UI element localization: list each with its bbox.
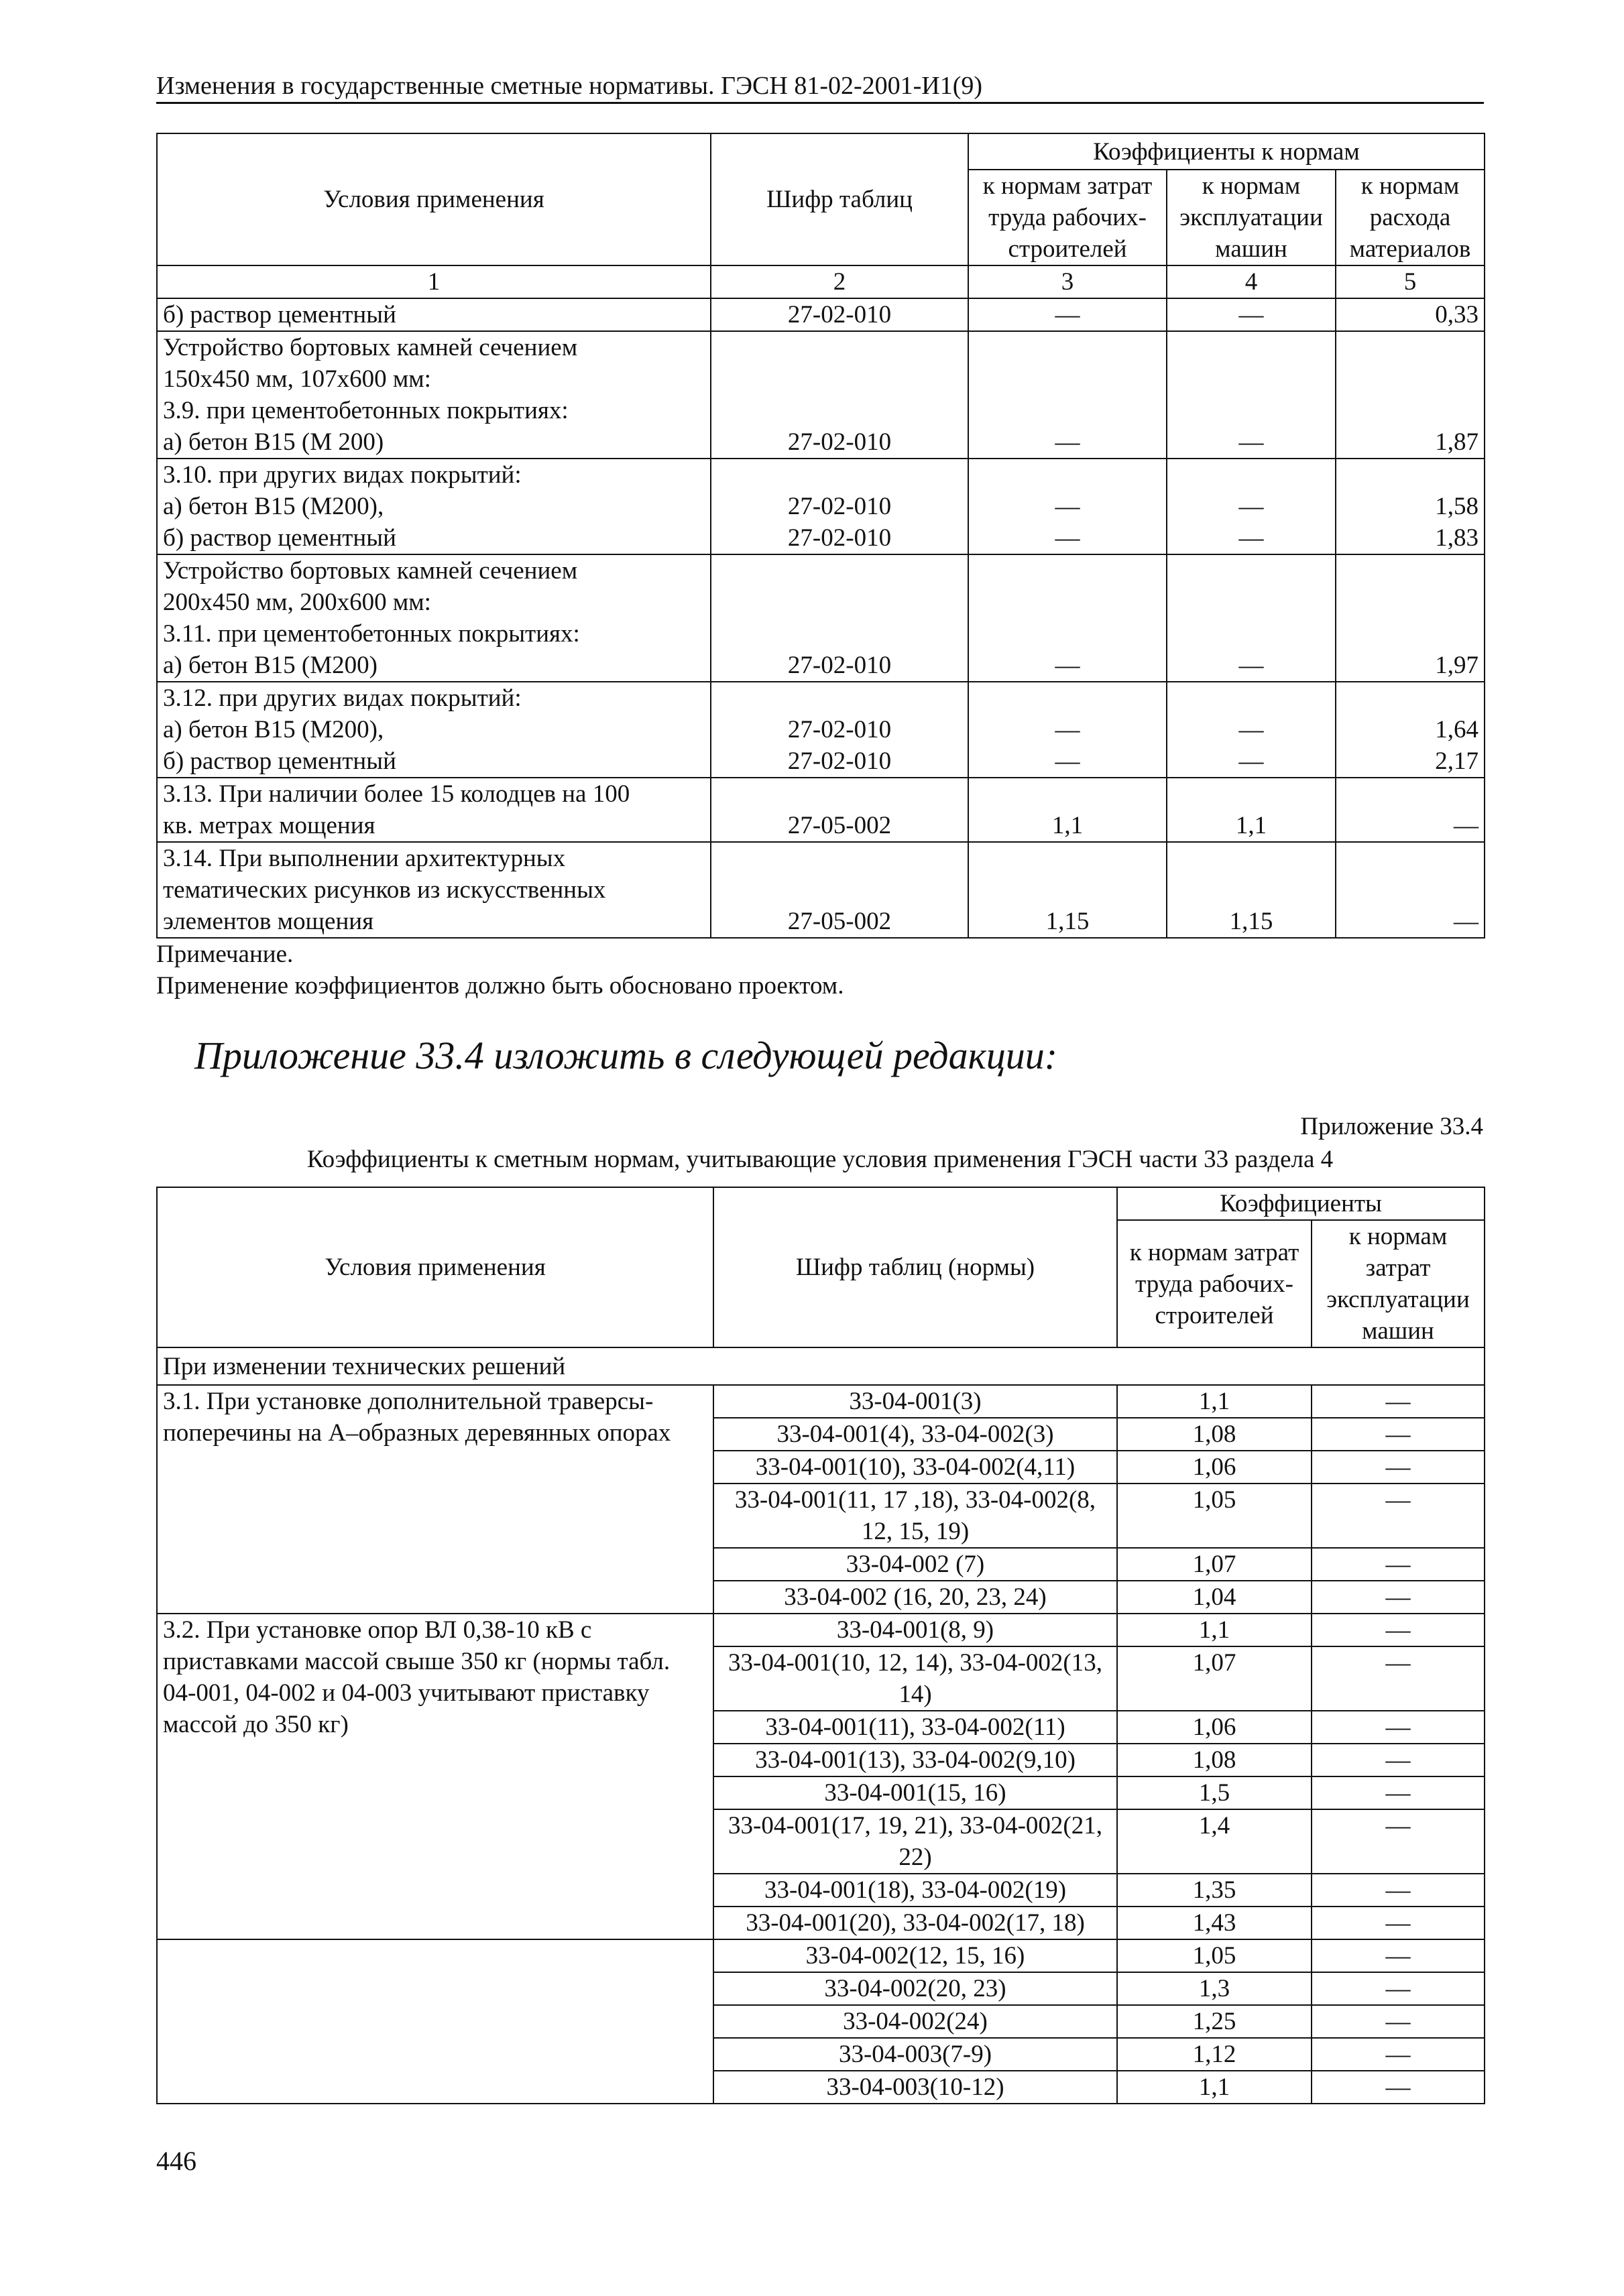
table-row (157, 1385, 1485, 1418)
labor-value: 1,5 (1117, 1776, 1312, 1809)
machines-cell (1167, 778, 1336, 842)
header-code: Шифр таблиц (711, 133, 968, 265)
code-cell: 33-04-002(12, 15, 16) (713, 1939, 1117, 1972)
machines-value: — (1312, 1776, 1485, 1809)
code-cell (711, 298, 968, 331)
code-cell: 33-04-001(8, 9) (713, 1614, 1117, 1646)
column-number: 4 (1167, 265, 1336, 298)
table-row (157, 1939, 1485, 1972)
code-value: 27-05-002 (787, 812, 892, 839)
machines-cell (1167, 459, 1336, 554)
materials-cell (1336, 459, 1485, 554)
code-cell: 33-04-003(10-12) (713, 2071, 1117, 2104)
labor-cell (968, 778, 1167, 842)
machines-value: — (1312, 1874, 1485, 1907)
materials-value: 0,33 (1435, 301, 1479, 328)
materials-cell (1336, 331, 1485, 459)
materials-value: 2,17 (1435, 747, 1479, 775)
code-cell: 33-04-001(10), 33-04-002(4,11) (713, 1451, 1117, 1484)
labor-value: — (1055, 428, 1080, 456)
condition-line: 3.13. При наличии более 15 колодцев на 100 (163, 780, 630, 808)
column-number: 5 (1336, 265, 1485, 298)
labor-value: 1,4 (1117, 1809, 1312, 1874)
machines-value: — (1238, 747, 1264, 775)
machines-value: — (1312, 1972, 1485, 2005)
condition-line: а) бетон В15 (М 200) (163, 428, 384, 456)
header-conditions: Условия применения (157, 133, 711, 265)
labor-value: 1,1 (1117, 1385, 1312, 1418)
labor-value: — (1055, 652, 1080, 679)
machines-cell (1167, 554, 1336, 682)
code-cell: 33-04-003(7-9) (713, 2038, 1117, 2071)
code-cell (711, 554, 968, 682)
condition-line: б) раствор цементный (163, 524, 396, 552)
machines-cell (1167, 682, 1336, 778)
header-machines: к нормам эксплуатации машин (1167, 170, 1336, 265)
machines-value: — (1238, 716, 1264, 743)
machines-value: 1,1 (1235, 812, 1267, 839)
t2-header-machines: к нормам затрат эксплуатации машин (1312, 1220, 1485, 1347)
condition-line: Устройство бортовых камней сечением (163, 557, 578, 585)
condition-line: а) бетон В15 (М200), (163, 716, 384, 743)
code-value: 27-05-002 (787, 908, 892, 935)
t2-header-conditions: Условия применения (157, 1187, 713, 1347)
materials-value: 1,58 (1435, 493, 1479, 520)
table2-body (157, 1347, 1485, 2104)
condition-cell: 3.1. При установке дополнительной траверсы-поперечины на А–образных деревянных опорах (157, 1385, 713, 1614)
t2-header-coef-group: Коэффициенты (1117, 1187, 1485, 1220)
condition-line: 3.14. При выполнении архитектурных (163, 845, 566, 872)
condition-line: 3.11. при цементобетонных покрытиях: (163, 620, 580, 648)
labor-value: 1,35 (1117, 1874, 1312, 1907)
group-row (157, 1347, 1485, 1385)
code-cell: 33-04-001(13), 33-04-002(9,10) (713, 1744, 1117, 1776)
code-cell: 33-04-001(15, 16) (713, 1776, 1117, 1809)
condition-cell (157, 842, 711, 938)
note-text: Применение коэффициентов должно быть обосновано проектом. (156, 972, 844, 1000)
page-header: Изменения в государственные сметные нормативы. ГЭСН 81-02-2001-И1(9) (156, 70, 1484, 104)
condition-line: 200x450 мм, 200x600 мм: (163, 589, 431, 616)
code-cell: 33-04-001(10, 12, 14), 33-04-002(13, 14) (713, 1646, 1117, 1711)
header-labor: к нормам затрат труда рабочих-строителей (968, 170, 1167, 265)
labor-value: — (1055, 301, 1080, 328)
labor-value: — (1055, 524, 1080, 552)
code-value: 27-02-010 (787, 301, 892, 328)
materials-value: 1,64 (1435, 716, 1479, 743)
condition-line: элементов мощения (163, 908, 374, 935)
t2-header-code: Шифр таблиц (нормы) (713, 1187, 1117, 1347)
labor-value: 1,1 (1051, 812, 1084, 839)
condition-line: а) бетон В15 (М200), (163, 493, 384, 520)
table-row (157, 554, 1485, 682)
materials-value: 1,97 (1435, 652, 1479, 679)
header-materials: к нормам расхода материалов (1336, 170, 1485, 265)
machines-cell (1167, 298, 1336, 331)
machines-value: — (1312, 1484, 1485, 1548)
code-cell (711, 778, 968, 842)
table-row (157, 1614, 1485, 1646)
condition-line: Устройство бортовых камней сечением (163, 334, 578, 361)
materials-cell (1336, 682, 1485, 778)
machines-value: — (1312, 1581, 1485, 1614)
machines-value: — (1312, 1614, 1485, 1646)
code-cell: 33-04-001(4), 33-04-002(3) (713, 1418, 1117, 1451)
table-row (157, 778, 1485, 842)
materials-value: 1,83 (1435, 524, 1479, 552)
condition-cell (157, 682, 711, 778)
code-cell (711, 682, 968, 778)
machines-value: — (1312, 2038, 1485, 2071)
header-coef-group: Коэффициенты к нормам (968, 133, 1485, 170)
code-cell (711, 459, 968, 554)
machines-value: — (1238, 524, 1264, 552)
appendix-label: Приложение 33.4 (1300, 1113, 1483, 1140)
labor-value: 1,1 (1117, 2071, 1312, 2104)
table1-body (157, 265, 1485, 938)
machines-value: — (1238, 652, 1264, 679)
labor-cell (968, 298, 1167, 331)
condition-cell (157, 459, 711, 554)
labor-value: 1,06 (1117, 1711, 1312, 1744)
machines-value: — (1312, 2005, 1485, 2038)
labor-value: 1,08 (1117, 1418, 1312, 1451)
materials-value: 1,87 (1435, 428, 1479, 456)
code-value: 27-02-010 (787, 524, 892, 552)
code-cell: 33-04-002(20, 23) (713, 1972, 1117, 2005)
column-number: 1 (157, 265, 711, 298)
materials-cell (1336, 554, 1485, 682)
condition-cell (157, 1939, 713, 2104)
code-cell (711, 842, 968, 938)
machines-value: — (1238, 301, 1264, 328)
labor-value: — (1055, 747, 1080, 775)
column-number: 2 (711, 265, 968, 298)
code-cell: 33-04-001(11, 17 ,18), 33-04-002(8, 12, 15, 19) (713, 1484, 1117, 1548)
column-numbers-row (157, 265, 1485, 298)
materials-cell (1336, 298, 1485, 331)
labor-value: 1,25 (1117, 2005, 1312, 2038)
machines-value: — (1312, 2071, 1485, 2104)
condition-cell (157, 778, 711, 842)
page-number: 446 (156, 2146, 196, 2176)
table-caption: Коэффициенты к сметным нормам, учитывающие условия применения ГЭСН части 33 раздела 4 (306, 1146, 1334, 1173)
code-cell: 33-04-001(17, 19, 21), 33-04-002(21, 22) (713, 1809, 1117, 1874)
column-number: 3 (968, 265, 1167, 298)
coefficients-table-33-4 (156, 1187, 1485, 2104)
condition-line: 3.10. при других видах покрытий: (163, 461, 522, 489)
labor-value: 1,05 (1117, 1484, 1312, 1548)
code-cell (711, 331, 968, 459)
code-cell: 33-04-002(24) (713, 2005, 1117, 2038)
labor-value: — (1055, 493, 1080, 520)
code-value: 27-02-010 (787, 747, 892, 775)
code-cell: 33-04-002 (7) (713, 1548, 1117, 1581)
table-row (157, 842, 1485, 938)
machines-cell (1167, 331, 1336, 459)
machines-value: — (1312, 1646, 1485, 1711)
labor-value: 1,15 (1045, 908, 1090, 935)
condition-cell (157, 554, 711, 682)
section-heading: Приложение 33.4 изложить в следующей редакции: (194, 1034, 1058, 1077)
machines-value: — (1312, 1548, 1485, 1581)
labor-value: 1,06 (1117, 1451, 1312, 1484)
code-cell: 33-04-002 (16, 20, 23, 24) (713, 1581, 1117, 1614)
materials-value: — (1454, 908, 1479, 935)
machines-value: — (1312, 1744, 1485, 1776)
machines-value: — (1312, 1809, 1485, 1874)
machines-value: — (1238, 428, 1264, 456)
labor-value: 1,12 (1117, 2038, 1312, 2071)
code-cell: 33-04-001(11), 33-04-002(11) (713, 1711, 1117, 1744)
condition-cell (157, 331, 711, 459)
t2-header-labor: к нормам затрат труда рабочих-строителей (1117, 1220, 1312, 1347)
labor-cell (968, 554, 1167, 682)
materials-value: — (1454, 812, 1479, 839)
code-value: 27-02-010 (787, 716, 892, 743)
condition-line: 3.12. при других видах покрытий: (163, 684, 522, 712)
machines-value: — (1312, 1907, 1485, 1939)
coefficients-table-33-3 (156, 133, 1485, 939)
labor-value: 1,07 (1117, 1548, 1312, 1581)
machines-value: — (1312, 1451, 1485, 1484)
table-row (157, 298, 1485, 331)
condition-line: 150x450 мм, 107x600 мм: (163, 365, 431, 393)
code-value: 27-02-010 (787, 428, 892, 456)
machines-cell (1167, 842, 1336, 938)
condition-line: тематических рисунков из искусственных (163, 876, 606, 904)
group-row-label: При изменении технических решений (157, 1347, 1485, 1385)
labor-value: 1,1 (1117, 1614, 1312, 1646)
labor-value: 1,3 (1117, 1972, 1312, 2005)
condition-line: б) раствор цементный (163, 301, 396, 328)
condition-line: а) бетон В15 (М200) (163, 652, 378, 679)
labor-cell (968, 331, 1167, 459)
labor-cell (968, 459, 1167, 554)
labor-value: — (1055, 716, 1080, 743)
code-cell: 33-04-001(3) (713, 1385, 1117, 1418)
machines-value: — (1312, 1385, 1485, 1418)
code-value: 27-02-010 (787, 493, 892, 520)
materials-cell (1336, 778, 1485, 842)
machines-value: 1,15 (1229, 908, 1273, 935)
machines-value: — (1312, 1939, 1485, 1972)
code-value: 27-02-010 (787, 652, 892, 679)
labor-value: 1,05 (1117, 1939, 1312, 1972)
table-row (157, 459, 1485, 554)
labor-value: 1,07 (1117, 1646, 1312, 1711)
labor-cell (968, 842, 1167, 938)
condition-line: кв. метрах мощения (163, 812, 375, 839)
labor-cell (968, 682, 1167, 778)
labor-value: 1,04 (1117, 1581, 1312, 1614)
table-row (157, 331, 1485, 459)
machines-value: — (1238, 493, 1264, 520)
condition-line: 3.9. при цементобетонных покрытиях: (163, 397, 569, 424)
condition-cell (157, 298, 711, 331)
labor-value: 1,43 (1117, 1907, 1312, 1939)
materials-cell (1336, 842, 1485, 938)
condition-line: б) раствор цементный (163, 747, 396, 775)
code-cell: 33-04-001(18), 33-04-002(19) (713, 1874, 1117, 1907)
machines-value: — (1312, 1711, 1485, 1744)
labor-value: 1,08 (1117, 1744, 1312, 1776)
condition-cell: 3.2. При установке опор ВЛ 0,38-10 кВ с приставками массой свыше 350 кг (нормы табл. 04-001, 04-002 и 04-003 учитывают приставку массой до 350 кг) (157, 1614, 713, 1939)
table-row (157, 682, 1485, 778)
machines-value: — (1312, 1418, 1485, 1451)
note-title: Примечание. (156, 941, 294, 968)
code-cell: 33-04-001(20), 33-04-002(17, 18) (713, 1907, 1117, 1939)
